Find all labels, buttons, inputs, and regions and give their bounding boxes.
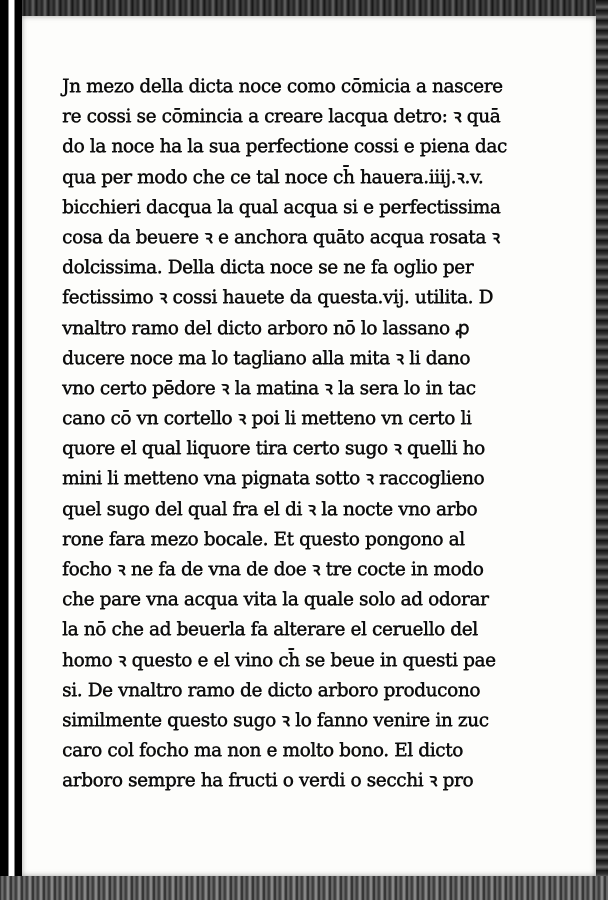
text-line: che pare vna acqua vita la quale solo ad odorar bbox=[62, 589, 489, 611]
text-line: fectissimo ꝛ cossi hauete da questa.vij. utilita. D bbox=[62, 287, 493, 309]
scan-edge-bottom bbox=[0, 876, 608, 900]
scan-edge-top bbox=[0, 0, 608, 16]
scan-edge-right bbox=[596, 0, 608, 900]
book-page bbox=[22, 16, 596, 876]
text-block bbox=[62, 72, 562, 797]
text-line: rone fara mezo bocale. Et questo pongono al bbox=[62, 528, 465, 550]
text-line: la nō che ad beuerla fa alterare el ceruello del bbox=[62, 619, 478, 641]
text-line: cano cō vn cortello ꝛ poi li metteno vn certo li bbox=[62, 408, 472, 430]
text-line: bicchieri dacqua la qual acqua si e perfectissima bbox=[62, 196, 501, 218]
text-line: ducere noce ma lo tagliano alla mita ꝛ li dano bbox=[62, 347, 470, 369]
text-line: arboro sempre ha fructi o verdi o secchi ꝛ pro bbox=[62, 770, 474, 792]
text-line: Jn mezo della dicta noce como cōmicia a nascere bbox=[62, 76, 503, 97]
text-line: quel sugo del qual fra el di ꝛ la nocte vno arbo bbox=[62, 498, 478, 520]
text-line: mini li metteno vna pignata sotto ꝛ raccoglieno bbox=[62, 468, 485, 490]
text-line: si. De vnaltro ramo de dicto arboro producono bbox=[62, 679, 480, 701]
text-line: quore el qual liquore tira certo sugo ꝛ quelli ho bbox=[62, 438, 485, 460]
text-line: dolcissima. Della dicta noce se ne fa oglio per bbox=[62, 257, 474, 279]
scan-edge-left bbox=[0, 0, 22, 900]
text-line: caro col focho ma non e molto bono. El dicto bbox=[62, 740, 463, 762]
text-line: vnaltro ramo del dicto arboro nō lo lassano ꝓ bbox=[62, 317, 470, 339]
text-line: do la noce ha la sua perfectione cossi e piena dac bbox=[62, 136, 507, 158]
text-line: qua per modo che ce tal noce ch̄ hauera.iiij.ꝛ.v. bbox=[62, 166, 484, 188]
text-line: vno certo pēdore ꝛ la matina ꝛ la sera lo in tac bbox=[62, 377, 476, 399]
text-line: similmente questo sugo ꝛ lo fanno venire in zuc bbox=[62, 709, 489, 731]
text-line: homo ꝛ questo e el vino ch̄ se beue in questi pae bbox=[62, 649, 496, 671]
text-line: re cossi se cōmincia a creare lacqua detro: ꝛ quā bbox=[62, 106, 501, 128]
text-line: cosa da beuere ꝛ e anchora quāto acqua rosata ꝛ bbox=[62, 226, 500, 248]
text-line: focho ꝛ ne fa de vna de doe ꝛ tre cocte in modo bbox=[62, 559, 484, 580]
